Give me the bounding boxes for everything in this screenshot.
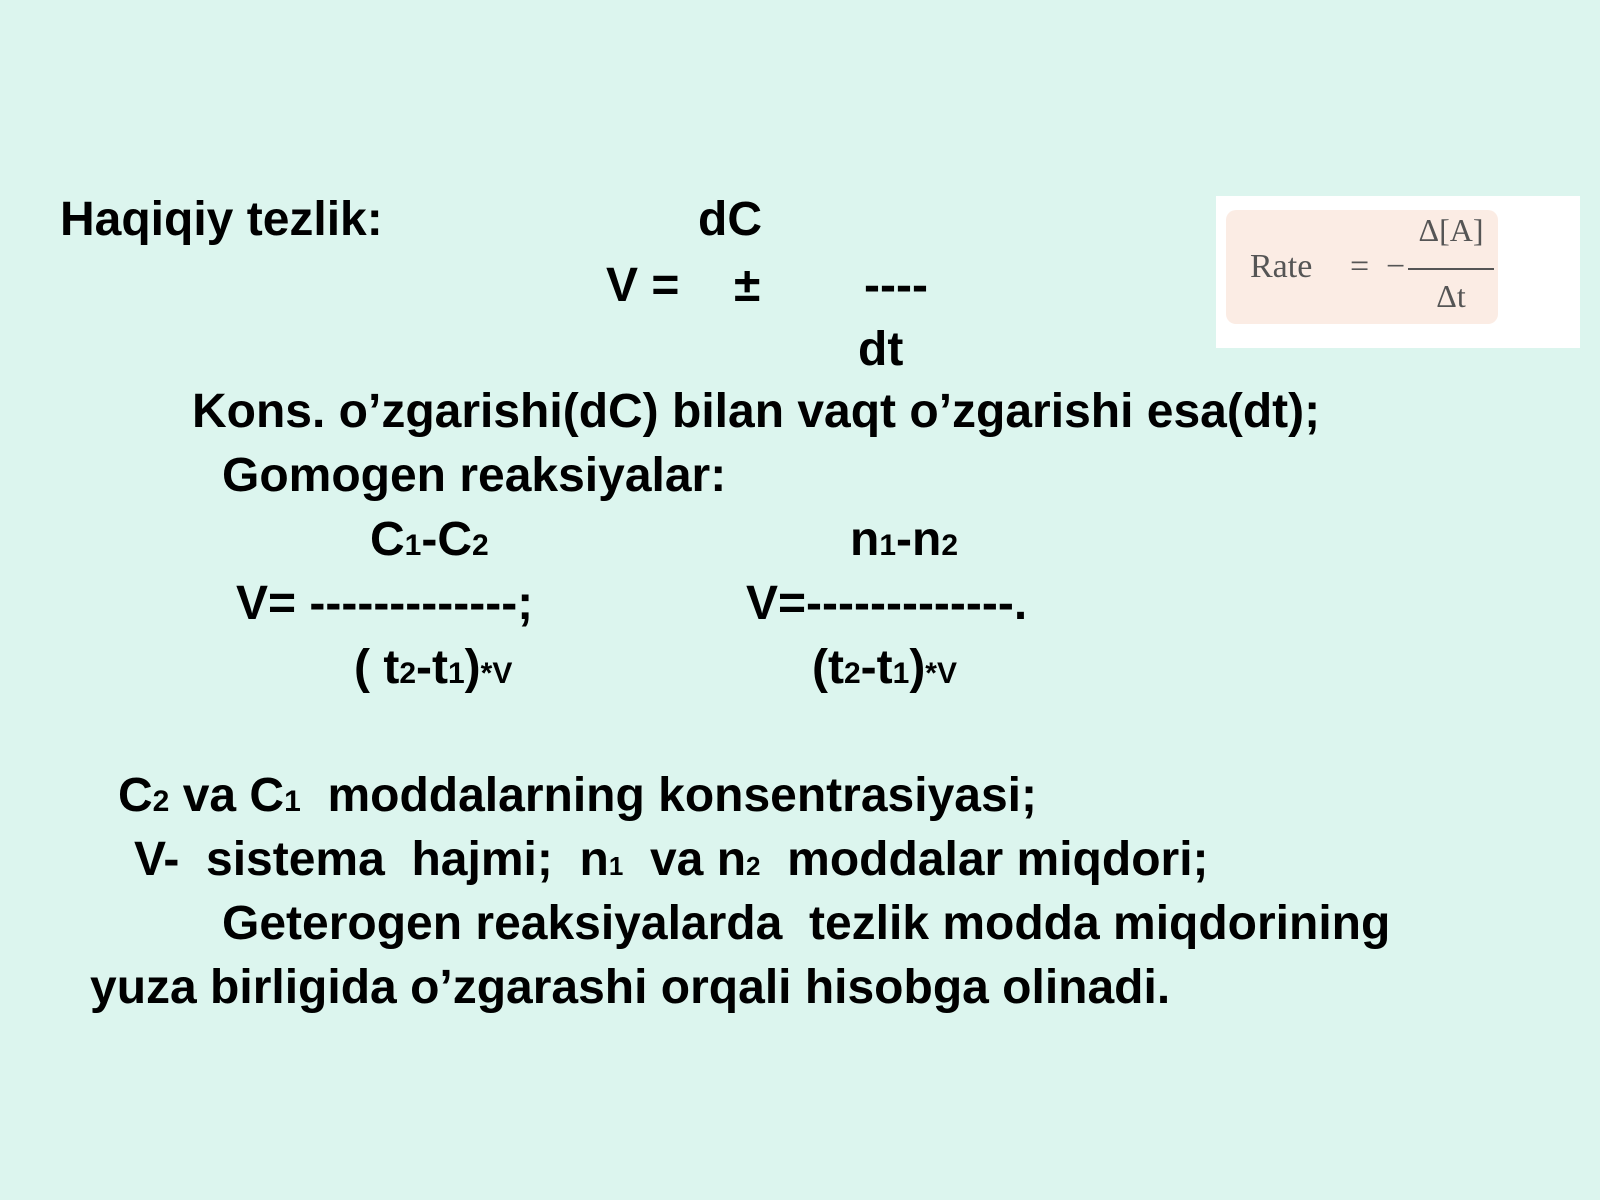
conc-formula-numerator: C1-C2 bbox=[370, 513, 489, 566]
rate-label: Rate bbox=[1250, 248, 1313, 285]
definition-concentration: C2 va C1 moddalarning konsentrasiyasi; bbox=[118, 769, 1037, 822]
definition-volume-amount: V- sistema hajmi; n1 va n2 moddalar miqdori; bbox=[134, 833, 1209, 886]
rate-minus: − bbox=[1386, 248, 1406, 285]
heterogeneous-line-2: yuza birligida o’zgarashi orqali hisobga olinadi. bbox=[90, 961, 1171, 1014]
formula-denominator: dt bbox=[858, 323, 904, 376]
amount-formula-denominator: (t2-t1)*V bbox=[812, 641, 957, 694]
explanation: Kons. o’zgarishi(dC) bilan vaqt o’zgarishi esa(dt); bbox=[192, 385, 1321, 438]
rate-equals: = bbox=[1350, 248, 1370, 285]
formula-bar: ---- bbox=[864, 259, 928, 312]
rate-numerator: Δ[A] bbox=[1418, 212, 1484, 248]
rate-equation-panel bbox=[1226, 210, 1498, 324]
rate-denominator: Δt bbox=[1436, 278, 1466, 314]
conc-formula-line: V= -------------; bbox=[236, 577, 534, 630]
homogeneous-heading: Gomogen reaksiyalar: bbox=[222, 449, 727, 502]
formula-sign: ± bbox=[734, 259, 761, 312]
heterogeneous-line-1: Geterogen reaksiyalarda tezlik modda miqdorining bbox=[222, 897, 1391, 950]
amount-formula-line: V=-------------. bbox=[746, 577, 1028, 630]
rate-fraction-bar bbox=[1408, 268, 1494, 270]
formula-lhs: V = bbox=[606, 259, 680, 312]
amount-formula-numerator: n1-n2 bbox=[850, 513, 959, 566]
rate-equation-image bbox=[1216, 196, 1580, 348]
conc-formula-denominator: ( t2-t1)*V bbox=[354, 641, 513, 694]
title: Haqiqiy tezlik: bbox=[60, 193, 383, 246]
formula-numerator: dC bbox=[698, 193, 762, 246]
